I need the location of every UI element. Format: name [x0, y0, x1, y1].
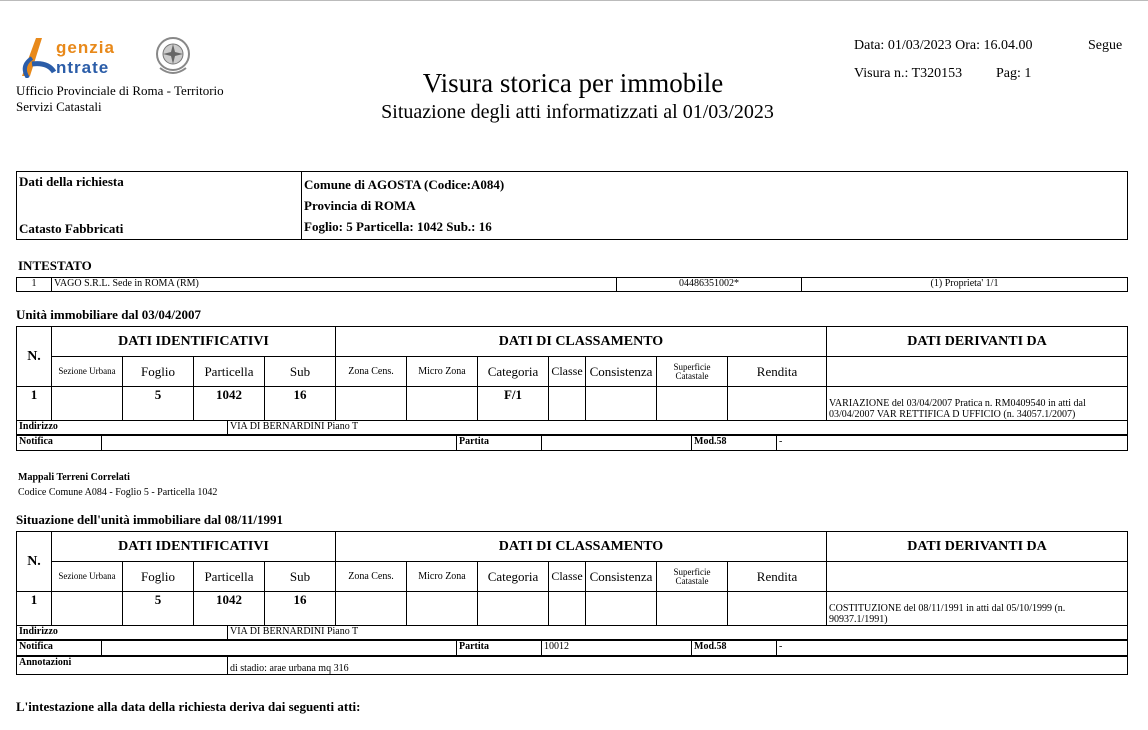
- unit2-annotazioni-table: [16, 656, 1128, 675]
- footer-heading: L'intestazione alla data della richiesta deriva dai seguenti atti:: [16, 699, 361, 714]
- intestato-code: 04486351002*: [617, 278, 802, 292]
- col-micro: Micro Zona: [407, 562, 478, 592]
- unit1-derivanti: VARIAZIONE del 03/04/2007 Pratica n. RM0409540 in atti dal 03/04/2007 VAR RETTIFICA D UFFICIO (n. 34057.1/2007): [827, 387, 1128, 421]
- unit2-heading: Situazione dell'unità immobiliare dal 08/11/1991: [16, 512, 284, 527]
- unit2-categoria: [478, 592, 549, 626]
- unit1-extra-table: [16, 420, 1128, 435]
- intestato-right: (1) Proprieta' 1/1: [802, 278, 1128, 292]
- mappali-title: Mappali Terreni Correlati: [18, 472, 130, 483]
- unit2-mod58-label: Mod.58: [692, 641, 777, 656]
- col-derivanti: DATI DERIVANTI DA: [827, 327, 1128, 357]
- intestato-table: [16, 277, 1128, 292]
- office-line-1: Ufficio Provinciale di Roma - Territorio: [16, 83, 224, 98]
- col-classamento: DATI DI CLASSAMENTO: [336, 327, 827, 357]
- col-superficie: Superficie Catastale: [657, 562, 728, 592]
- page-title: Visura storica per immobile: [422, 68, 724, 98]
- catasto-label: Catasto Fabbricati: [19, 221, 124, 236]
- mappali-text: Codice Comune A084 - Foglio 5 - Particella 1042: [18, 487, 218, 498]
- col-classe: Classe: [549, 357, 586, 387]
- richiesta-right: [302, 172, 1128, 240]
- col-n: N.: [17, 327, 52, 387]
- unit1-notifica-table: [16, 435, 1128, 451]
- col-rendita: Rendita: [728, 562, 827, 592]
- date-time: Data: 01/03/2023 Ora: 16.04.00: [854, 38, 1033, 53]
- logo-word-agenzia: genzia: [56, 38, 115, 57]
- unit1-consistenza: [586, 387, 657, 421]
- foglio-particella: Foglio: 5 Particella: 1042 Sub.: 16: [304, 219, 492, 234]
- col-sezione: Sezione Urbana: [52, 562, 123, 592]
- unit1-notifica: [102, 436, 457, 451]
- unit2-indirizzo-label: Indirizzo: [17, 626, 228, 640]
- richiesta-left: [17, 172, 302, 240]
- unit2-notifica-table: [16, 640, 1128, 656]
- col-categoria: Categoria: [478, 562, 549, 592]
- unit1-superficie: [657, 387, 728, 421]
- unit2-derivanti: COSTITUZIONE del 08/11/1991 in atti dal 05/10/1999 (n. 90937.1/1991): [827, 592, 1128, 626]
- visura-number: Visura n.: T320153: [854, 66, 963, 81]
- unit2-n: 1: [17, 592, 52, 626]
- unit2-consistenza: [586, 592, 657, 626]
- unit2-extra-table: [16, 625, 1128, 640]
- col-superficie: Superficie Catastale: [657, 357, 728, 387]
- unit2-annotazioni: di stadio: arae urbana mq 316: [228, 657, 1128, 675]
- unit1-sezione: [52, 387, 123, 421]
- col-derivanti: DATI DERIVANTI DA: [827, 532, 1128, 562]
- intestato-heading: INTESTATO: [18, 258, 92, 273]
- unit2-annotazioni-label: Annotazioni: [17, 657, 228, 675]
- col-consistenza: Consistenza: [586, 357, 657, 387]
- col-classe: Classe: [549, 562, 586, 592]
- emblem-icon: [154, 34, 192, 78]
- unit1-foglio: 5: [123, 387, 194, 421]
- unit1-mod58-label: Mod.58: [692, 436, 777, 451]
- unit1-partita: [542, 436, 692, 451]
- agenzia-logo: [16, 34, 196, 80]
- segue-label: Segue: [1088, 38, 1123, 53]
- col-consistenza: Consistenza: [586, 562, 657, 592]
- richiesta-table: [16, 171, 1128, 240]
- col-zona: Zona Cens.: [336, 562, 407, 592]
- unit2-table: [16, 531, 1128, 626]
- unit2-indirizzo: VIA DI BERNARDINI Piano T: [228, 626, 1128, 640]
- unit1-indirizzo: VIA DI BERNARDINI Piano T: [228, 421, 1128, 435]
- intestato-name: VAGO S.R.L. Sede in ROMA (RM): [52, 278, 617, 292]
- unit2-classe: [549, 592, 586, 626]
- col-particella: Particella: [194, 562, 265, 592]
- col-n: N.: [17, 532, 52, 592]
- col-foglio: Foglio: [123, 357, 194, 387]
- col-micro: Micro Zona: [407, 357, 478, 387]
- unit2-notifica-label: Notifica: [17, 641, 102, 656]
- col-particella: Particella: [194, 357, 265, 387]
- unit1-n: 1: [17, 387, 52, 421]
- page-number: Pag: 1: [996, 66, 1032, 81]
- page-subtitle: Situazione degli atti informatizzati al 01/03/2023: [381, 101, 774, 123]
- unit1-notifica-label: Notifica: [17, 436, 102, 451]
- unit1-zona: [336, 387, 407, 421]
- unit2-partita-label: Partita: [457, 641, 542, 656]
- unit2-micro: [407, 592, 478, 626]
- unit2-sub: 16: [265, 592, 336, 626]
- unit1-rendita: [728, 387, 827, 421]
- col-sezione: Sezione Urbana: [52, 357, 123, 387]
- unit2-partita: 10012: [542, 641, 692, 656]
- col-sub: Sub: [265, 562, 336, 592]
- unit1-table: [16, 326, 1128, 421]
- col-derivanti-empty: [827, 357, 1128, 387]
- unit1-micro: [407, 387, 478, 421]
- col-identificativi: DATI IDENTIFICATIVI: [52, 532, 336, 562]
- office-line-2: Servizi Catastali: [16, 99, 102, 114]
- logo-a-mark: [18, 34, 58, 78]
- comune: Comune di AGOSTA (Codice:A084): [304, 177, 505, 192]
- unit2-sezione: [52, 592, 123, 626]
- col-sub: Sub: [265, 357, 336, 387]
- unit2-particella: 1042: [194, 592, 265, 626]
- intestato-num: 1: [17, 278, 52, 292]
- unit1-partita-label: Partita: [457, 436, 542, 451]
- unit2-mod58: -: [777, 641, 1128, 656]
- unit2-zona: [336, 592, 407, 626]
- unit1-mod58: -: [777, 436, 1128, 451]
- col-derivanti-empty: [827, 562, 1128, 592]
- col-foglio: Foglio: [123, 562, 194, 592]
- col-categoria: Categoria: [478, 357, 549, 387]
- unit1-classe: [549, 387, 586, 421]
- unit2-rendita: [728, 592, 827, 626]
- unit2-superficie: [657, 592, 728, 626]
- unit2-notifica: [102, 641, 457, 656]
- unit1-sub: 16: [265, 387, 336, 421]
- col-zona: Zona Cens.: [336, 357, 407, 387]
- top-rule: [0, 0, 1148, 1]
- col-rendita: Rendita: [728, 357, 827, 387]
- unit1-indirizzo-label: Indirizzo: [17, 421, 228, 435]
- unit1-particella: 1042: [194, 387, 265, 421]
- unit1-categoria: F/1: [478, 387, 549, 421]
- richiesta-label: Dati della richiesta: [19, 174, 124, 189]
- logo-word-entrate: ntrate: [56, 58, 110, 77]
- unit1-heading: Unità immobiliare dal 03/04/2007: [16, 307, 202, 322]
- col-identificativi: DATI IDENTIFICATIVI: [52, 327, 336, 357]
- col-classamento: DATI DI CLASSAMENTO: [336, 532, 827, 562]
- unit2-foglio: 5: [123, 592, 194, 626]
- provincia: Provincia di ROMA: [304, 198, 416, 213]
